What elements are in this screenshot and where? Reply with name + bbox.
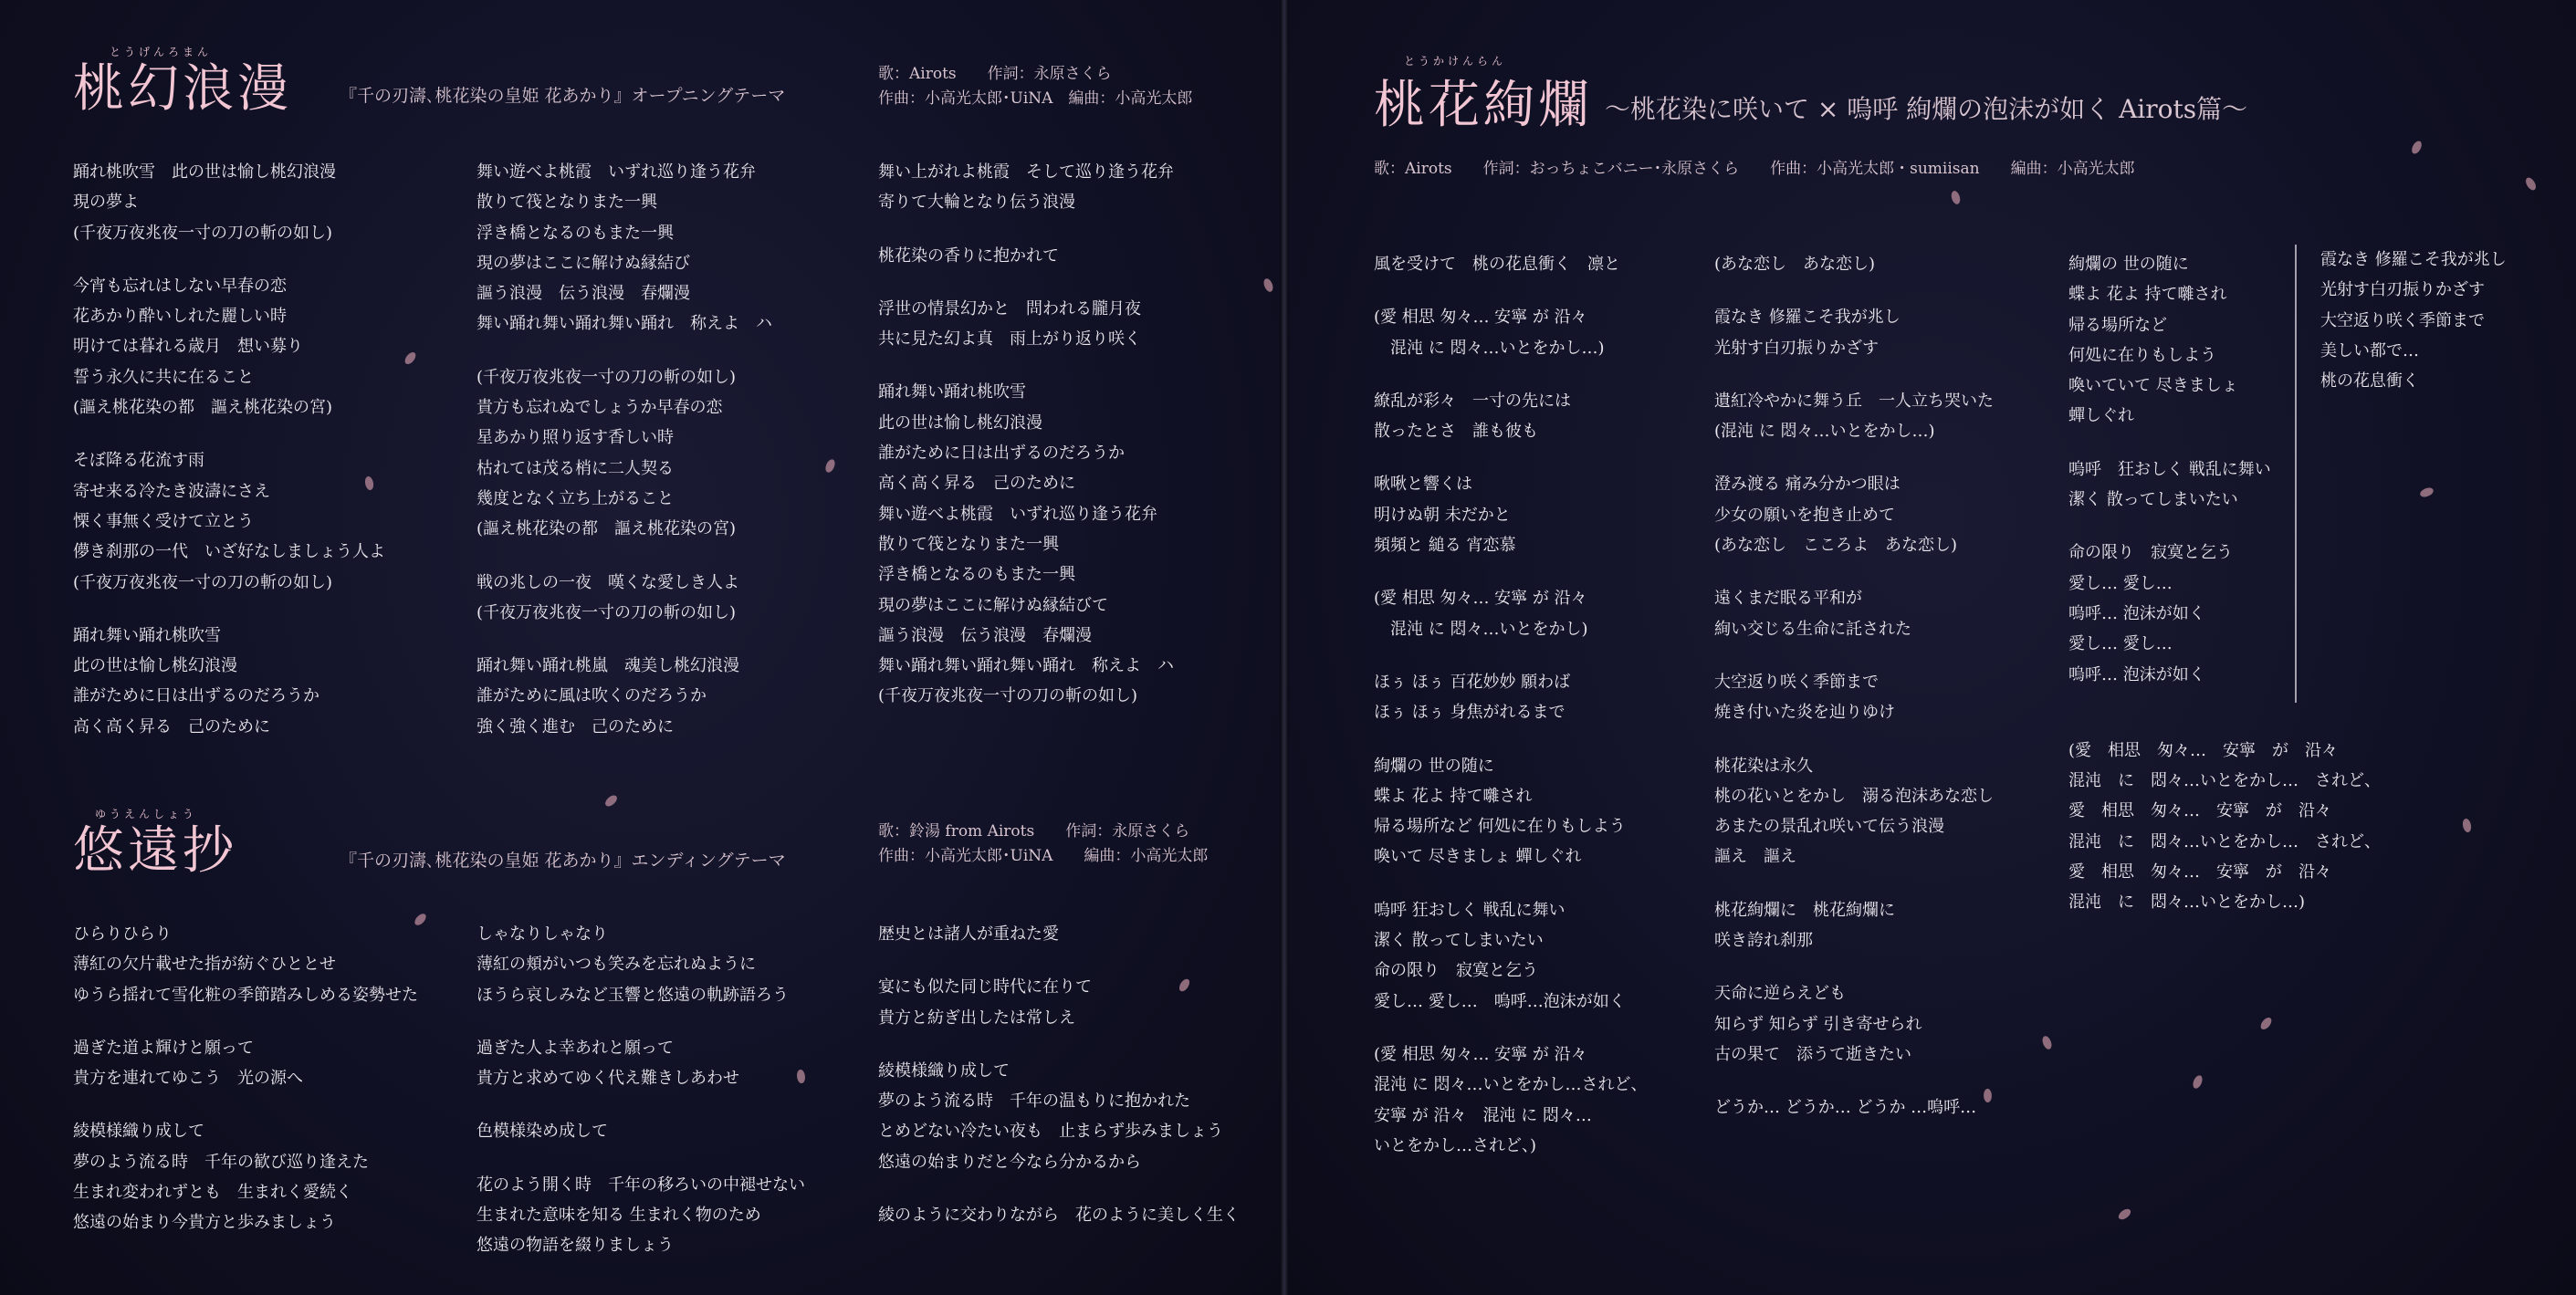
lyric-line: 命の限り 寂寞と乞う — [1374, 961, 1538, 981]
lyric-line: (千夜万夜兆夜一寸の刀の斬の如し) — [878, 686, 1138, 706]
lyric-line: 帰る場所など 何処に在りもしよう — [1374, 817, 1626, 837]
lyric-line: 混沌 に 悶々…いとをかし…されど、 — [1374, 1075, 1648, 1095]
lyric-line: 現の夢はここに解けぬ縁結びて — [878, 595, 1108, 615]
stanza-gap — [1374, 560, 1647, 583]
stanza-gap — [878, 1033, 1240, 1056]
stanza-gap — [73, 1010, 418, 1033]
lyric-line: 帰る場所など — [2068, 315, 2167, 335]
lyric-line: 枯れては茂る梢に二人契る — [476, 458, 674, 478]
song3-credit-line: 歌：Airots 作詞：おっちょこバニー･永原さくら 作曲：小高光太郎・sumiisan 編曲：小高光太郎 — [1374, 160, 2135, 178]
lyric-line: 過ぎた道よ輝けと願って — [73, 1038, 254, 1058]
stanza-gap — [1714, 728, 1994, 751]
lyric-line: ひらりひらり — [73, 924, 172, 944]
stanza-gap — [2068, 432, 2381, 454]
song1-ruby: とうげんろまん — [110, 46, 213, 58]
lyric-line: 慄く事無く受けて立とう — [73, 511, 254, 531]
lyric-line: ほうら哀しみなど玉響と悠遠の軌跡語ろう — [476, 985, 789, 1005]
stanza-gap — [476, 628, 772, 651]
lyric-line: 貴方も忘れぬでしょうか早春の恋 — [476, 398, 723, 418]
song2-lyrics-col2 — [476, 919, 805, 1261]
stanza-gap — [2068, 690, 2381, 713]
lyric-line: 儚き刹那の一代 いざ好なしましょう人よ — [73, 542, 385, 562]
lyric-line: 光射す白刃振りかざす — [2320, 280, 2485, 300]
lyric-line: 桃の花いとをかし 溺る泡沫あな恋し — [1714, 786, 1994, 806]
lyric-line: 風を受けて 桃の花息衝く 凛と — [1374, 255, 1620, 274]
song1-lyrics-col1 — [73, 157, 385, 742]
lyric-line: 高く高く昇る 己のために — [73, 716, 270, 736]
lyric-line: 明けぬ朝 未だかと — [1374, 505, 1511, 525]
song2-lyrics-col1 — [73, 919, 418, 1238]
lyric-line: 混沌 に 悶々…いとをかし… されど、 — [2068, 771, 2381, 791]
lyric-line: 謳え 謳え — [1714, 847, 1796, 867]
lyric-line: 誰がために日は出ずるのだろうか — [73, 686, 319, 706]
lyric-line: 寄せ来る冷たき波濤にさえ — [73, 481, 270, 501]
lyric-line: 頻頻と 縋る 宵恋慕 — [1374, 536, 1516, 556]
lyric-line: 浮き橋となるのもまた一興 — [878, 565, 1075, 585]
stanza-gap — [1374, 446, 1647, 469]
lyric-line: 踊れ桃吹雪 此の世は愉し桃幻浪漫 — [73, 162, 336, 182]
lyric-line: 強く強く進む 己のために — [476, 716, 674, 736]
stanza-gap — [476, 1010, 805, 1033]
lyric-line: 此の世は愉し桃幻浪漫 — [73, 656, 237, 676]
lyric-line: 綾模様織り成して — [878, 1060, 1010, 1081]
stanza-gap — [878, 271, 1174, 294]
lyric-line: (あな恋し あな恋し) — [1714, 255, 1876, 274]
lyric-line: (あな恋し こころよ あな恋し) — [1714, 536, 1958, 556]
lyric-line: 混沌 に 悶々…いとをかし… されど、 — [2068, 831, 2381, 851]
lyric-line: 混沌 に 悶々…いとをかし…) — [2068, 893, 2306, 913]
lyric-line: 浮き橋となるのもまた一興 — [476, 223, 674, 243]
song2-credits — [878, 820, 1208, 869]
column-divider — [2295, 245, 2297, 703]
lyric-line: (混沌 に 悶々…いとをかし…) — [1714, 422, 1935, 442]
lyric-line: 薄紅の欠片載せた指が紡ぐひととせ — [73, 955, 336, 975]
song1-credit-line: 作曲：小高光太郎･UiNA 編曲：小高光太郎 — [878, 89, 1193, 108]
song3-lyrics-col2 — [1714, 249, 1994, 1123]
lyric-line: 霞なき 修羅こそ我が兆し — [1714, 308, 1901, 328]
lyric-line: 繚乱が彩々 一寸の先には — [1374, 391, 1571, 411]
lyric-line: 絢い交じる生命に託された — [1714, 619, 1911, 639]
lyric-line: (千夜万夜兆夜一寸の刀の斬の如し) — [73, 572, 333, 592]
lyric-line: 踊れ舞い踊れ桃吹雪 — [73, 625, 221, 645]
lyric-line: 咲き誇れ刹那 — [1714, 931, 1813, 951]
lyric-line: ゆうら揺れて雪化粧の季節踏みしめる姿勢せた — [73, 985, 418, 1005]
lyric-line: 綾模様織り成して — [73, 1122, 204, 1142]
lyric-line: 花のよう開く時 千年の移ろいの中褪せない — [476, 1175, 805, 1195]
stanza-gap — [73, 598, 385, 621]
stanza-gap — [1714, 644, 1994, 667]
lyric-line: 何処に在りもしよう — [2068, 345, 2216, 365]
stanza-gap — [476, 339, 772, 362]
stanza-gap — [73, 1093, 418, 1116]
lyric-line: 綾のように交わりながら 花のように美しく生く — [878, 1206, 1240, 1226]
lyric-line: 遠くまだ眠る平和が — [1714, 589, 1862, 609]
lyric-line: 悠遠の始まり今貴方と歩みましょう — [73, 1213, 336, 1233]
song1-subtitle: 『千の刃濤､桃花染の皇姫 花あかり』オープニングテーマ — [340, 86, 786, 106]
lyric-line: (謳え桃花染の都 謳え桃花染の宮) — [476, 519, 737, 539]
lyric-line: 薄紅の頬がいつも笑みを忘れぬように — [476, 955, 756, 975]
lyric-line: 散ったとさ 誰も彼も — [1374, 422, 1538, 442]
lyric-line: 現の夢はここに解けぬ縁結び — [476, 253, 690, 273]
stanza-gap — [476, 1147, 805, 1170]
stanza-gap — [1714, 279, 1994, 302]
song3-lyrics-col4 — [2320, 245, 2507, 396]
lyric-line: 宴にも似た同じ時代に在りて — [878, 977, 1092, 997]
lyric-line: (愛 相思 匆々… 安寧 が 沿々 — [1374, 1044, 1587, 1064]
lyric-line: 愛し… 愛し… — [2068, 573, 2173, 593]
song1-credits — [878, 62, 1192, 111]
lyric-line: 夢のよう流る時 千年の歓び巡り逢えた — [73, 1152, 369, 1172]
stanza-gap — [1714, 363, 1994, 386]
song3-credits — [1374, 157, 2135, 182]
lyric-line: 安寧 が 沿々 混沌 に 悶々… — [1374, 1105, 1592, 1125]
lyric-line: 喚いていて 尽きましょ — [2068, 376, 2238, 396]
lyric-line: 生まれ変われずとも 生まれく愛続く — [73, 1183, 352, 1203]
lyric-line: (千夜万夜兆夜一寸の刀の斬の如し) — [73, 223, 333, 243]
lyric-line: 散りて筏となりまた一興 — [476, 193, 657, 213]
lyric-line: 舞い踊れ舞い踊れ舞い踊れ 称えよ ハ — [878, 656, 1174, 676]
lyric-line: 誓う永久に共に在ること — [73, 367, 254, 387]
lyric-line: 浮世の情景幻かと 問われる朧月夜 — [878, 298, 1141, 319]
song1-title: 桃幻浪漫 — [73, 59, 292, 119]
lyric-line: 踊れ舞い踊れ桃嵐 魂美し桃幻浪漫 — [476, 656, 739, 676]
lyric-line: 焼き付いた炎を辿りゆけ — [1714, 703, 1895, 723]
lyric-line: 此の世は愉し桃幻浪漫 — [878, 413, 1042, 433]
lyric-line: 啾啾と響くは — [1374, 475, 1472, 495]
lyric-line: 花あかり酔いしれた麗しい時 — [73, 307, 287, 327]
lyric-line: 澄み渡る 痛み分かつ眼は — [1714, 475, 1901, 495]
stanza-gap — [1714, 956, 1994, 978]
song3-ruby: とうかけんらん — [1404, 55, 1507, 68]
stanza-gap — [1374, 644, 1647, 667]
stanza-gap — [2068, 515, 2381, 538]
lyric-line: 現の夢よ — [73, 193, 139, 213]
lyric-line: とめどない冷たい夜も 止まらず歩みましょう — [878, 1122, 1223, 1142]
lyric-line: 嗚呼 狂おしく 戦乱に舞い — [2068, 459, 2271, 479]
lyric-line: 美しい都で… — [2320, 340, 2419, 360]
lyric-line: 遺紅冷やかに舞う丘 一人立ち哭いた — [1714, 391, 1994, 411]
lyric-line: (千夜万夜兆夜一寸の刀の斬の如し) — [476, 602, 737, 622]
lyric-line: 夢のよう流る時 千年の温もりに抱かれた — [878, 1091, 1190, 1112]
lyric-line: いとをかし…されど、) — [1374, 1135, 1537, 1155]
stanza-gap — [2068, 713, 2381, 736]
lyric-line: 舞い上がれよ桃霞 そして巡り逢う花弁 — [878, 162, 1174, 182]
lyric-line: 過ぎた人よ幸あれと願って — [476, 1038, 674, 1058]
song3-title: 桃花絢爛 — [1374, 76, 1593, 135]
lyric-line: 色模様染め成して — [476, 1122, 608, 1142]
song2-title: 悠遠抄 — [73, 821, 237, 881]
lyric-line: 潔く 散ってしまいたい — [2068, 490, 2238, 510]
lyric-line: (愛 相思 匆々… 安寧 が 沿々 — [1374, 308, 1587, 328]
lyric-line: 幾度となく立ち上がること — [476, 488, 674, 508]
stanza-gap — [878, 354, 1174, 377]
lyric-line: 舞い遊べよ桃霞 いずれ巡り逢う花弁 — [476, 162, 756, 182]
stanza-gap — [73, 248, 385, 271]
lyric-line: 明けては暮れる歳月 想い募り — [73, 337, 303, 357]
lyric-line: 命の限り 寂寞と乞う — [2068, 543, 2233, 563]
stanza-gap — [1714, 446, 1994, 469]
lyric-line: 少女の願いを抱き止めて — [1714, 505, 1895, 525]
song2-credit-line: 歌：鈴湯 from Airots 作詞：永原さくら — [878, 822, 1190, 841]
stanza-gap — [476, 1093, 805, 1116]
lyric-line: 桃の花息衝く — [2320, 371, 2419, 392]
lyric-line: 貴方と求めてゆく代え難きしあわせ — [476, 1069, 739, 1089]
lyric-line: 喚いて 尽きましょ 蟬しぐれ — [1374, 847, 1582, 867]
stanza-gap — [1374, 1017, 1647, 1039]
lyric-line: 霞なき 修羅こそ我が兆し — [2320, 250, 2507, 269]
lyric-line: 星あかり照り返す香しい時 — [476, 428, 674, 448]
song2-lyrics-col3 — [878, 919, 1240, 1230]
lyric-line: そぼ降る花流す雨 — [73, 451, 204, 471]
stanza-gap — [878, 1177, 1240, 1200]
lyric-line: 古の果て 添うて逝きたい — [1714, 1044, 1911, 1064]
lyric-line: 誰がために日は出ずるのだろうか — [878, 444, 1125, 464]
lyric-line: 潔く 散ってしまいたい — [1374, 931, 1544, 951]
stanza-gap — [476, 545, 772, 568]
lyric-line: ほぅ ほぅ 百花妙妙 願わば — [1374, 672, 1571, 692]
lyric-line: 謳う浪漫 伝う浪漫 春爛漫 — [878, 625, 1092, 645]
lyric-line: どうか… どうか… どうか …嗚呼… — [1714, 1098, 1977, 1118]
lyric-line: 踊れ舞い踊れ桃吹雪 — [878, 382, 1026, 402]
lyric-line: 悠遠の物語を綴りましょう — [476, 1236, 674, 1256]
lyric-line: 愛し… 愛し… — [2068, 634, 2173, 654]
lyric-line: 絢爛の 世の随に — [2068, 255, 2189, 274]
lyric-line: 桃花染は永久 — [1714, 756, 1813, 776]
lyric-line: 愛し… 愛し… 嗚呼…泡沫が如く — [1374, 991, 1626, 1011]
song3-subtitle: ～桃花染に咲いて × 嗚呼 絢爛の泡沫が如く Airots篇～ — [1605, 94, 2248, 124]
lyric-line: (謳え桃花染の都 謳え桃花染の宮) — [73, 398, 333, 418]
lyric-line: (千夜万夜兆夜一寸の刀の斬の如し) — [476, 367, 737, 387]
lyric-line: 今宵も忘れはしない早春の恋 — [73, 276, 287, 296]
lyric-line: ほぅ ほぅ 身焦がれるまで — [1374, 703, 1565, 723]
lyric-line: 共に見た幻よ真 雨上がり返り咲く — [878, 329, 1141, 350]
song2-credit-line: 作曲：小高光太郎･UiNA 編曲：小高光太郎 — [878, 847, 1209, 865]
stanza-gap — [1374, 728, 1647, 751]
lyric-line: 桃花染の香りに抱かれて — [878, 245, 1059, 266]
stanza-gap — [1714, 1070, 1994, 1092]
song1-lyrics-col2 — [476, 157, 772, 742]
stanza-gap — [1374, 363, 1647, 386]
stanza-gap — [878, 949, 1240, 972]
song1-credit-line: 歌：Airots 作詞：永原さくら — [878, 65, 1112, 83]
lyric-line: 知らず 知らず 引き寄せられ — [1714, 1014, 1922, 1034]
lyric-line: 愛 相思 匆々… 安寧 が 沿々 — [2068, 862, 2331, 882]
song2-subtitle: 『千の刃濤､桃花染の皇姫 花あかり』エンディングテーマ — [340, 851, 786, 871]
song3-lyrics-col1 — [1374, 249, 1647, 1161]
lyric-line: 生まれた意味を知る 生まれく物のため — [476, 1206, 761, 1226]
lyric-line: あまたの景乱れ咲いて伝う浪漫 — [1714, 817, 1944, 837]
stanza-gap — [73, 423, 385, 445]
lyric-line: 蟬しぐれ — [2068, 406, 2134, 426]
song2-ruby: ゆうえんしょう — [95, 808, 198, 820]
stanza-gap — [1374, 872, 1647, 895]
lyric-line: 蝶よ 花よ 持て囃され — [1374, 786, 1533, 806]
lyric-line: 舞い踊れ舞い踊れ舞い踊れ 称えよ ハ — [476, 314, 772, 334]
lyric-line: 嗚呼… 泡沫が如く — [2068, 603, 2205, 623]
book-spine — [1280, 0, 1289, 1295]
stanza-gap — [1714, 560, 1994, 583]
stanza-gap — [1374, 279, 1647, 302]
lyric-line: 戦の兆しの一夜 嘆くな愛しき人よ — [476, 572, 739, 592]
lyric-line: 誰がために風は吹くのだろうか — [476, 686, 707, 706]
song1-lyrics-col3 — [878, 157, 1174, 712]
lyric-line: 混沌 に 悶々…いとをかし) — [1374, 619, 1588, 639]
lyric-line: 嗚呼 狂おしく 戦乱に舞い — [1374, 900, 1565, 920]
lyric-line: 歴史とは諸人が重ねた愛 — [878, 924, 1059, 944]
lyric-line: 悠遠の始まりだと今なら分かるから — [878, 1152, 1141, 1172]
lyric-line: 嗚呼… 泡沫が如く — [2068, 664, 2205, 684]
lyric-line: 貴方と紡ぎ出したは常しえ — [878, 1008, 1075, 1028]
lyric-line: 混沌 に 悶々…いとをかし…) — [1374, 338, 1605, 358]
lyric-line: しゃなりしゃなり — [476, 924, 608, 944]
lyric-line: 桃花絢爛に 桃花絢爛に — [1714, 900, 1895, 920]
lyric-line: 天命に逆らえども — [1714, 984, 1846, 1004]
lyric-line: 貴方を連れてゆこう 光の源へ — [73, 1069, 303, 1089]
lyric-line: 寄りて大輪となり伝う浪漫 — [878, 193, 1075, 213]
lyric-line: 光射す白刃振りかざす — [1714, 338, 1879, 358]
lyric-line: 愛 相思 匆々… 安寧 が 沿々 — [2068, 801, 2331, 821]
lyric-line: 舞い遊べよ桃霞 いずれ巡り逢う花弁 — [878, 504, 1157, 524]
lyric-line: 高く高く昇る 己のために — [878, 474, 1075, 494]
stanza-gap — [878, 218, 1174, 241]
lyric-line: 絢爛の 世の随に — [1374, 756, 1494, 776]
lyric-line: 散りて筏となりまた一興 — [878, 534, 1059, 554]
lyric-line: 大空返り咲く季節まで — [2320, 310, 2485, 330]
lyric-line: (愛 相思 匆々… 安寧 が 沿々 — [2068, 740, 2339, 760]
lyric-line: (愛 相思 匆々… 安寧 が 沿々 — [1374, 589, 1587, 609]
lyric-line: 謳う浪漫 伝う浪漫 春爛漫 — [476, 284, 690, 304]
lyric-line: 蝶よ 花よ 持て囃され — [2068, 285, 2227, 305]
stanza-gap — [1714, 872, 1994, 895]
lyric-line: 大空返り咲く季節まで — [1714, 672, 1879, 692]
